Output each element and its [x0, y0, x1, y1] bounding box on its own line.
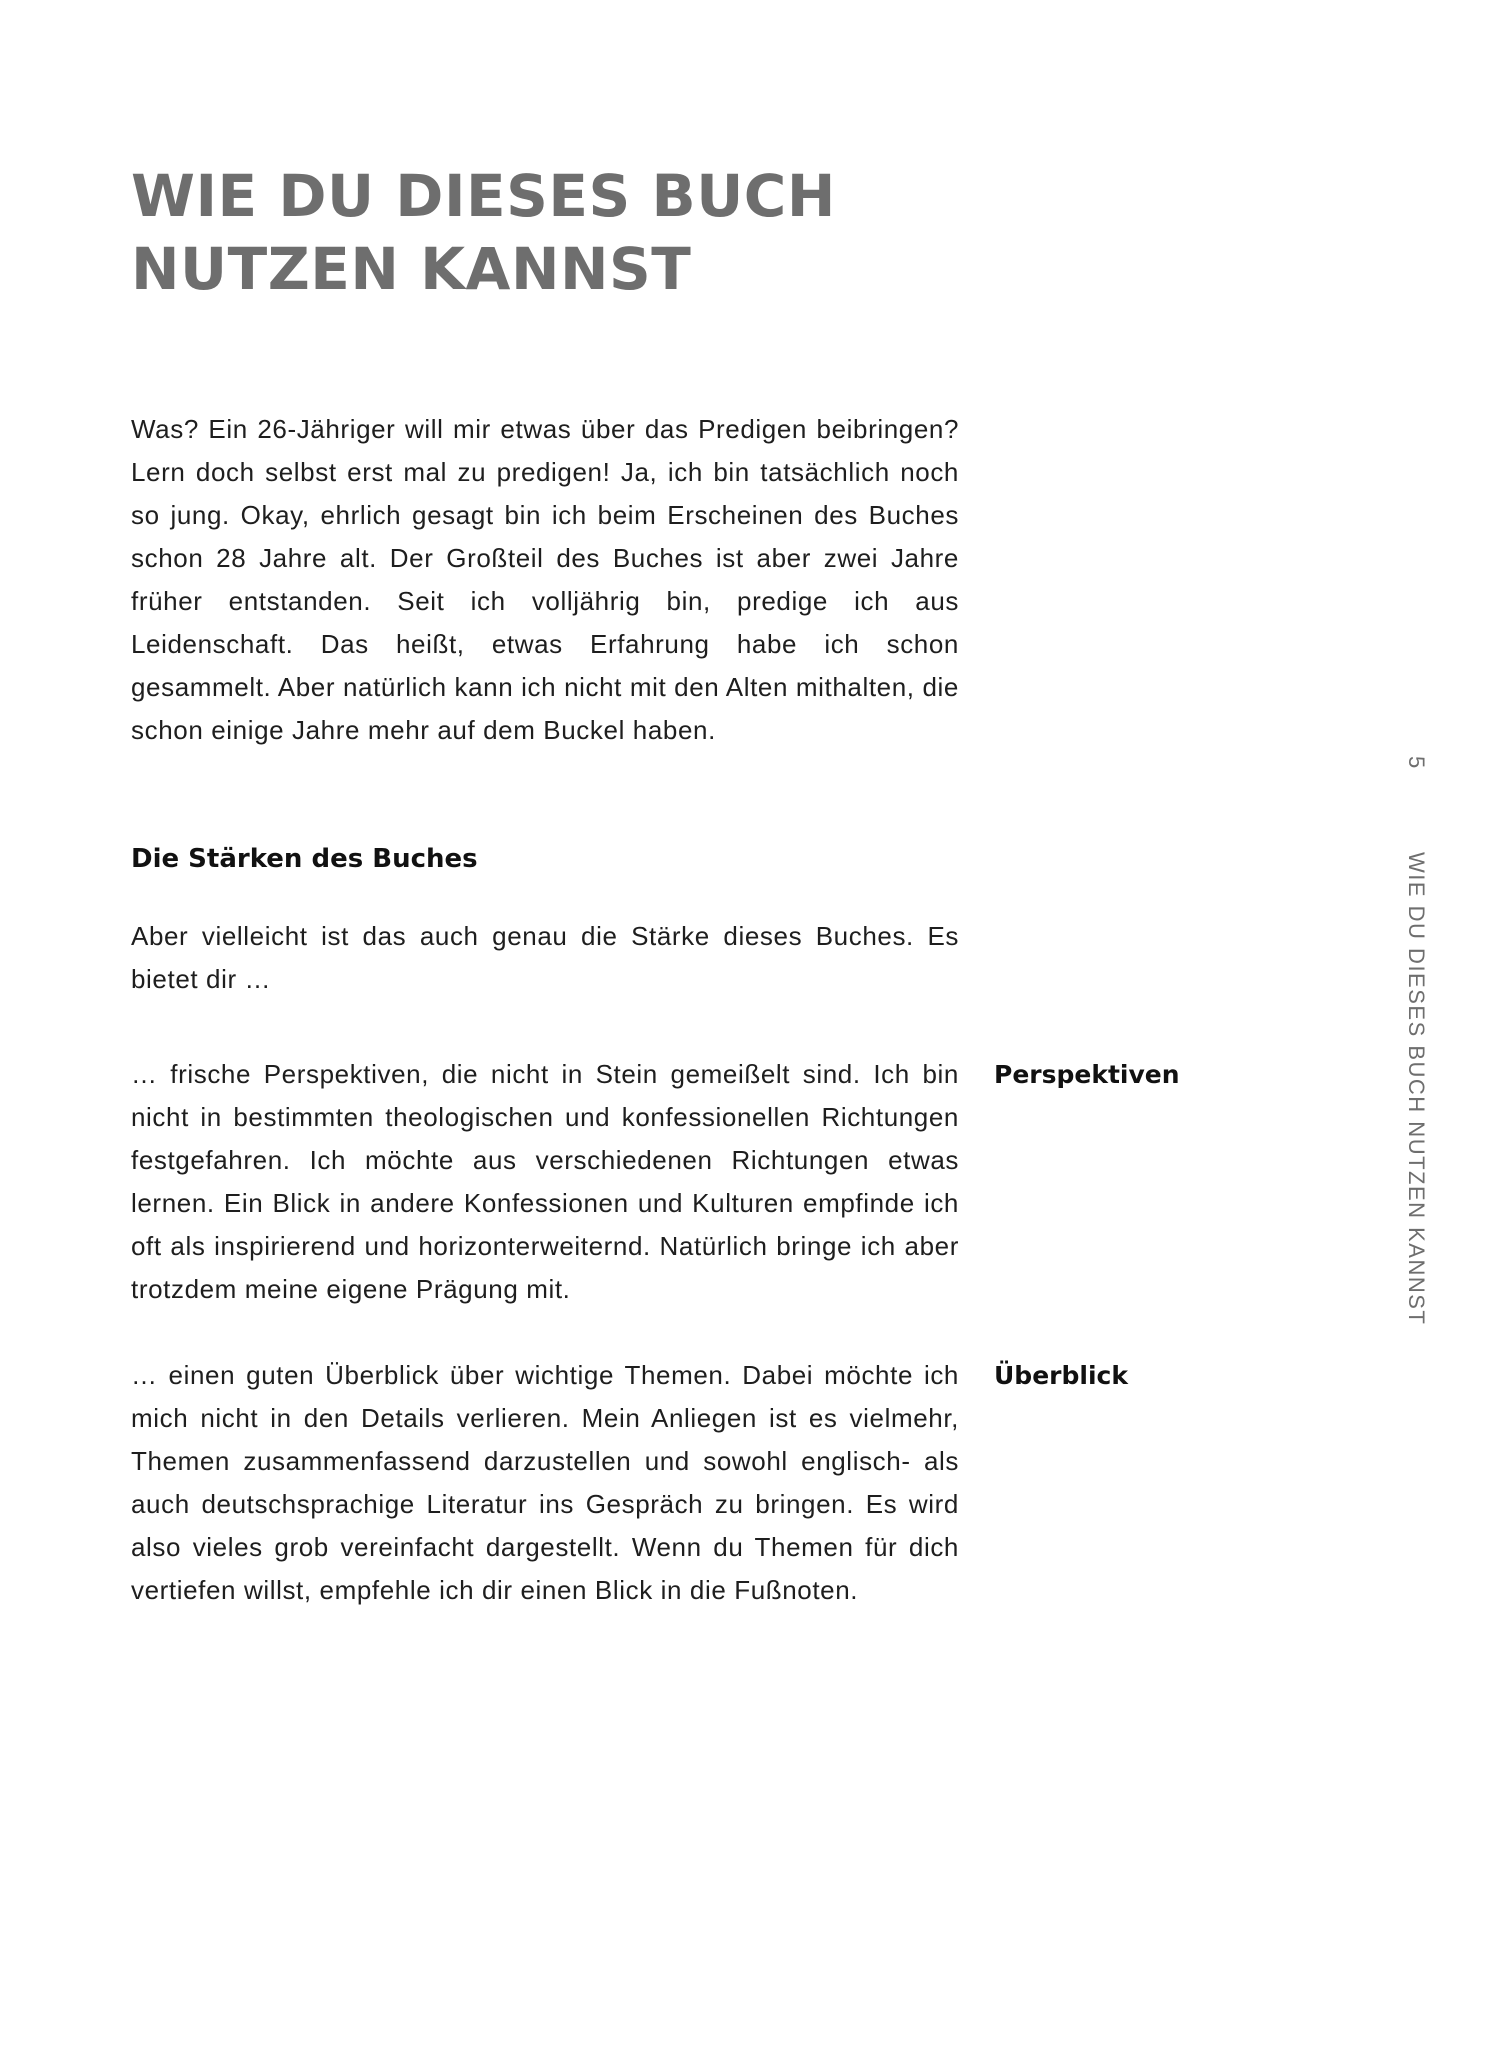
paragraph-ueberblick: … einen guten Überblick über wichtige Themen. Dabei möchte ich mich nicht in den Details verlieren. Mein Anliegen ist es vielmehr, Themen zusammenfassend darzustellen und sowohl englisch- als auch deutschsprachige Literatur ins Gespräch zu bringen. Es wird also vieles grob vereinfacht dargestellt. Wenn du Themen für dich vertiefen willst, empfehle ich dir einen Blick in die Fußnoten. — [131, 1360, 959, 1605]
page-number: 5 — [1404, 756, 1429, 769]
intro-paragraph: Was? Ein 26-Jähriger will mir etwas über das Predigen beibringen? Lern doch selbst erst mal zu predigen! Ja, ich bin tatsächlich noch so jung. Okay, ehrlich gesagt bin ich beim Erscheinen des Buches schon 28 Jahre alt. Der Großteil des Buches ist aber zwei Jahre früher entstanden. Seit ich volljährig bin, predige ich aus Leidenschaft. Das heißt, etwas Erfahrung habe ich schon gesammelt. Aber natürlich kann ich nicht mit den Alten mithalten, die schon einige Jahre mehr auf dem Buckel haben. — [131, 414, 959, 745]
chapter-title-line-2: NUTZEN KANNST — [131, 235, 692, 303]
section-heading: Die Stärken des Buches — [131, 844, 478, 874]
marginal-label-perspektiven: Perspektiven — [994, 1060, 1180, 1089]
section-lead-paragraph: Aber vielleicht ist das auch genau die Stärke dieses Buches. Es bietet dir … — [131, 921, 959, 994]
chapter-title — [131, 160, 931, 306]
marginal-label-ueberblick: Überblick — [994, 1361, 1128, 1390]
paragraph-perspektiven: … frische Perspektiven, die nicht in Stein gemeißelt sind. Ich bin nicht in bestimmten theologischen und konfessionellen Richtungen festgefahren. Ich möchte aus verschiedenen Richtungen etwas lernen. Ein Blick in andere Konfessionen und Kulturen empfinde ich oft als inspirierend und horizonterweiternd. Natürlich bringe ich aber trotzdem meine eigene Prägung mit. — [131, 1059, 959, 1304]
running-head: WIE DU DIESES BUCH NUTZEN KANNST — [1404, 852, 1429, 1326]
chapter-title-line-1: WIE DU DIESES BUCH — [131, 162, 836, 230]
